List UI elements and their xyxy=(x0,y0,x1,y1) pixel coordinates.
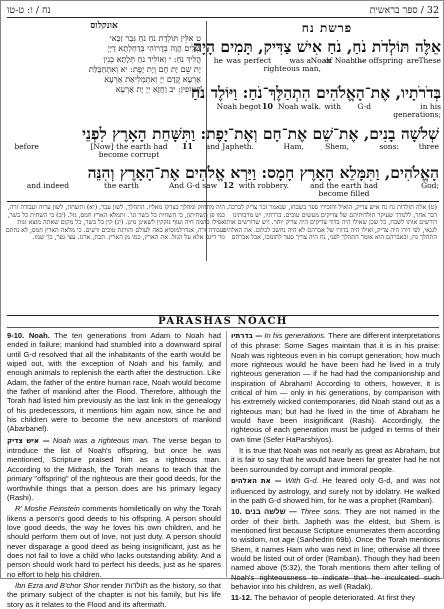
verse-gloss-line xyxy=(7,182,439,198)
paragraph-lead: Ibn Ezra and B'chor Shor xyxy=(15,580,100,590)
gloss-word: he xyxy=(213,56,223,65)
rashi-column-left xyxy=(5,204,227,312)
gloss-word: Noah walk. xyxy=(278,102,321,111)
paragraph-text: The verse began to introduce the list of Noah's offspring, but once he was mentioned, Scripture praised him as a righteous man. According to the Midrash, the Torah means to teach that the primary "offspring" of the righteous are their good deeds, for the worthwhile things that a person does are his primary legacy (Rashi). xyxy=(7,435,221,502)
verse-hebrew-line: אֵלֶּה תּוֹלְדֹת נֹחַ, נֹחַ אִישׁ צַדִּיק, תָּמִים הָיָה xyxy=(193,37,441,56)
onkelos-title: אונקלוס xyxy=(90,21,118,31)
gloss-word: three xyxy=(418,142,439,151)
rashi-line: לגנאי, לפי דורו היה צדיק, ואילו היה בדורו של אברהם לא היה נחשב לכלום. את האלהים xyxy=(222,226,437,234)
paragraph-text: render תולדות as the history, so that the primary subject of the chapter is not his family, but his life story as it relates to the Flood and its aftermath. xyxy=(7,580,221,609)
onkelos-line: שְׁלִים הֲוָה בְּדָרוֹהִי בְּדַחְלְתָא דַיְיָ xyxy=(107,43,201,54)
commentary-column-left xyxy=(7,331,222,609)
gloss-word: with xyxy=(324,102,341,111)
paragraph-lead: Noah was a righteous man. xyxy=(52,435,150,445)
verse-number: 12 xyxy=(222,180,234,190)
verse-gloss-line xyxy=(213,57,441,73)
paragraph-text: They are not named in the order of their birth. Japheth was the eldest, but Shem is mentioned first because Scripture enumerates them according to wisdom, not age (Sanhedrin 69b). Once the Torah mentions Shem, it names Ham who was next in line; otherwise all three would be listed out of order (Ramban). Though they had been named above (5:32), the Torah mentions them after telling of Noah's righteousness to indicate that he inculcated such behavior into his children, as well (Radak). xyxy=(231,507,441,591)
gloss-word: sons: xyxy=(379,142,399,151)
paragraph-lead-hebrew: איש צדיק — xyxy=(7,436,50,445)
page-label: 32 / ספר בראשית xyxy=(369,5,439,16)
paragraph-lead: In his generations. xyxy=(264,331,327,340)
gloss-word: Noah begot xyxy=(216,102,261,111)
paragraph-text: He feared only G-d, and was not influenced by astrology, and surely not by idolatry. He walked in the path G-d showed him, for he was a prophet (Ramban). xyxy=(231,476,440,505)
commentary-paragraph xyxy=(231,593,440,602)
gloss-word: and the earth had become filled xyxy=(310,181,378,198)
rashi-line: גזר דינם אלא על הגזל. את הארץ, כמו מן הארץ. תבת, ארגז. עצי גפר, כך שמו. xyxy=(32,234,225,242)
commentary-paragraph xyxy=(231,446,440,474)
rashi-line: דורשים אותו לשבח, כל שכן שאילו היה בדור צדיקים היה צדיק יותר. ויש שדורשים אותו xyxy=(224,219,437,227)
verse-hebrew-line: הָאֱלֹהִים, וַתִּמָּלֵא הָאָרֶץ חָמָס: וַיַּרְא אֱלֹהִים אֶת־הָאָרֶץ וְהִנֵּה xyxy=(87,163,439,182)
gloss-word: was xyxy=(226,56,241,65)
parasha-title: פרשת נח xyxy=(301,21,353,35)
onkelos-line: ט אִלֵּין תּוֹלְדָת נֹחַ נֹחַ גְּבַר זַכַּאי xyxy=(109,33,201,44)
verse-gloss-line xyxy=(213,103,441,119)
gloss-word: [Now] the earth had become corrupt xyxy=(90,142,168,159)
paragraph-lead: R' Moshe Feinstein xyxy=(15,504,80,514)
section-heading: PARASHAS NOACH xyxy=(7,315,439,328)
commentary-column-right xyxy=(226,331,441,603)
commentary-paragraph xyxy=(231,507,440,591)
gloss-word: Shem, xyxy=(325,142,349,151)
rashi-commentary xyxy=(7,201,439,313)
onkelos-line: יָת שֵׁם יָת חָם וְיָת יָפֶת: יא וְאִתְחַבַּלַת xyxy=(88,63,201,74)
paragraph-text: comments homiletically on why the Torah likens a person's good deeds to his offspring. A person should love good deeds, the way he loves his own children, and he should perform them out of love, not just duty. A person should never disparage a good deed as being insignificant, just as he does not fail to love a child who lacks outstanding ability. And a person should work hard to perfect his deeds, just as he spares no effort to help his children. xyxy=(7,504,221,579)
verse-number: 11 xyxy=(181,141,193,151)
paragraph-text: There are different interpretations of this phrase: Some Sages maintain that it is in his praise: Noah was righteous even in his corrupt generation; how much more righteous would he have been had he lived in a truly righteous generation — if he had had the companionship and inspiration of Abraham! According to others, however, it is critical of him — only in his generations, by comparison with his extremely wicked contemporaries, did Noah stand out as a righteous man; but had he lived in the time of Abraham he would have been insignificant (Rashi). Accordingly, the righteous of each generation must be judged in terms of their own time (Sefer HaParshiyos). xyxy=(231,331,440,444)
gloss-word: These xyxy=(418,56,441,65)
paragraph-lead: Three sons. xyxy=(300,507,342,517)
gloss-word: righteous man, xyxy=(263,64,321,73)
gloss-word: before xyxy=(14,142,39,151)
rashi-column-right xyxy=(222,204,439,312)
onkelos-line: אַרְעָא קֳדָם יְיָ וְאִתְמְלִיאַת אַרְעָא xyxy=(104,74,201,85)
gloss-word: and Japheth. xyxy=(205,142,254,151)
verse-number: 10 xyxy=(261,101,273,111)
paragraph-lead-hebrew: בדרתיו — xyxy=(231,332,263,340)
rashi-line: התהלך נח, ובאברהם הוא אומר התהלך לפני, נח היה צריך סעד לתומכו, אבל אברהם xyxy=(231,234,437,242)
gloss-word: the offspring xyxy=(354,56,403,65)
gloss-word: perfect xyxy=(243,56,271,65)
running-header xyxy=(7,4,439,18)
rashi-line: כמו פן תשחיתון, כי השחית כל בשר וגו'. ותמלא הארץ חמס, גזל. (יב) כי השחית כל בשר, xyxy=(7,211,225,219)
gloss-word: generations; xyxy=(393,110,441,119)
gloss-word: of Noah — xyxy=(325,56,365,65)
paragraph-lead-hebrew: 10. שלשה בנים — xyxy=(231,507,297,517)
commentary-paragraph xyxy=(7,436,221,502)
chapter-label: נח / ו: ט-טו xyxy=(7,5,51,16)
verse-hebrew-line: בְּדֹרֹתָיו, אֶת־הָאֱלֹהִים הִתְהַלֶּךְ־נֹחַ: וַיּוֹלֶד נֹחַ xyxy=(190,83,441,102)
verse-gloss-line xyxy=(7,143,439,159)
rashi-line: היה מתחזק ומהלך בצדקו מאליו. התהלך, לשון עבר. (יא) ותשחת, לשון ערוה ועבודה זרה, xyxy=(7,204,225,211)
paragraph-lead: 9-10. Noah. xyxy=(7,331,50,340)
rashi-line: דבר אחר, ללמדך שעיקר תולדותיהם של צדיקים מעשים טובים. בדרתיו, יש מרבותינו xyxy=(232,211,437,219)
gloss-word: And G-d saw xyxy=(168,181,217,190)
gloss-word: with robbery. xyxy=(238,181,289,190)
paragraph-text: The ten generations from Adam to Noah had ended in failure; mankind had stumbled into a downward spiral until G-d resolved that all the inhabitants of the earth would be wiped out, with the exception of Noah and his family, and enough animals to replenish the earth after the destruction. Like Adam, the father of the entire human race, Noah would become the father of mankind after the Flood. Therefore, although the Torah had listed him previously as the last link in the genealogy of his predecessors, it mentions him again now, since he and his children were to become the new ancestors of mankind (Abarbanel). xyxy=(7,331,222,434)
onkelos-line: הֲלִיךְ נֹחַ: י וְאוֹלִיד נֹחַ תְּלָתָא בְנִין xyxy=(103,53,201,64)
gloss-word: and indeed xyxy=(26,181,69,190)
paragraph-lead: With G-d. xyxy=(285,476,319,486)
commentary-paragraph xyxy=(231,331,440,444)
rashi-line: ועבודה זרה, אנדרלמוסיא באה לעולם והורגת טובים ורעים. כי מלאה הארץ חמס, לא נחתם xyxy=(5,226,225,234)
gloss-word: in his xyxy=(420,102,441,111)
gloss-word: God; xyxy=(421,181,439,190)
commentary-paragraph xyxy=(7,581,221,609)
gloss-word: was a xyxy=(289,56,311,65)
gloss-word: the earth xyxy=(103,181,139,190)
gloss-word: G-d xyxy=(357,102,371,111)
commentary-paragraph xyxy=(231,476,440,505)
paragraph-lead: 11-12. xyxy=(231,593,252,603)
onkelos-line: חֲטוֹפִין: יב וַחֲזָא יְיָ יָת אַרְעָא xyxy=(115,84,201,95)
gloss-word: are xyxy=(406,56,419,65)
gloss-word: Noah xyxy=(310,56,331,65)
commentary-paragraph xyxy=(7,331,221,434)
verse-hebrew-line: שְׁלשָׁה בָנִים, אֶת־שֵׁם אֶת־חָם וְאֶת־יָפֶת: וַתִּשָּׁחֵת הָאָרֶץ לִפְנֵי xyxy=(81,124,439,143)
rashi-line: (ט) אלה תולדות נח נח איש צדיק, הואיל והזכירו ספר בשבחו, שנאמר זכר צדיק לברכה. xyxy=(226,204,437,211)
commentary-paragraph xyxy=(7,504,221,579)
paragraph-text: The behavior of people deteriorated. At first they xyxy=(253,593,416,603)
paragraph-lead-hebrew: את האלהים — xyxy=(231,477,282,486)
rashi-line: אפילו בהמה חיה ועוף נזקקין לשאינן מינן. (יג) קץ כל בשר, כל מקום שאתה מוצא זנות xyxy=(17,219,225,227)
gloss-word: Ham, xyxy=(283,142,304,151)
paragraph-text: It is true that Noah was not nearly as great as Abraham, but it is fair to say that he would have been far greater had he not been surrounded by corrupt and immoral people. xyxy=(231,446,440,474)
